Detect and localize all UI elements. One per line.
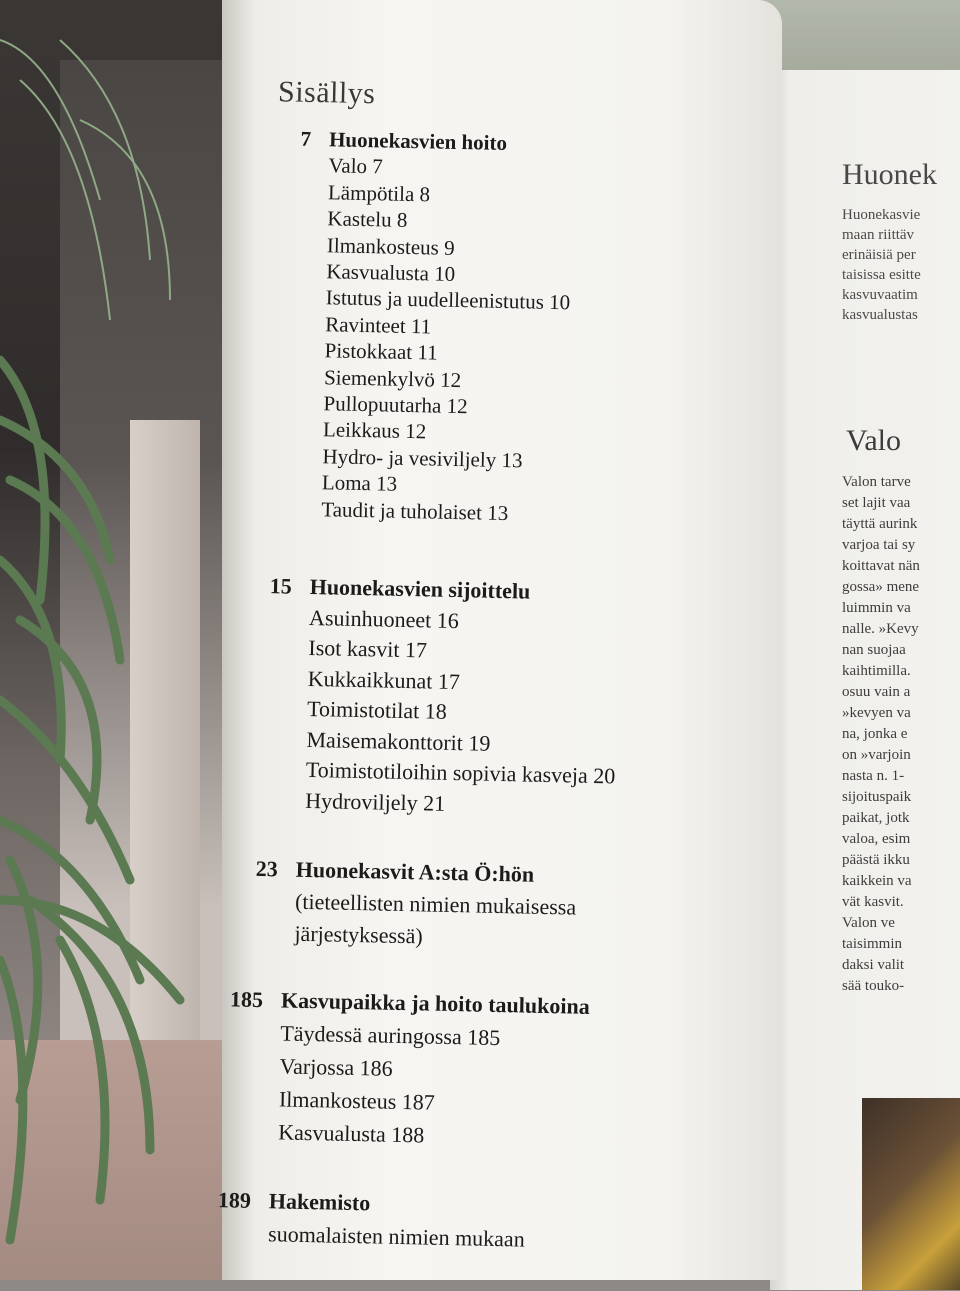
toc-entry: Varjossa 186 <box>279 1053 393 1081</box>
text-line: maan riittäv <box>842 227 915 243</box>
toc-entry: Pullopuutarha 12 <box>323 391 468 419</box>
text-line: nalle. »Kevy <box>842 621 919 637</box>
toc-entry: Asuinhuoneet 16 <box>308 604 460 633</box>
contents-page <box>217 0 782 1280</box>
valo-text <box>842 472 920 997</box>
table-of-contents <box>195 0 782 1291</box>
toc-entries <box>196 1216 525 1256</box>
text-line: nan suojaa <box>842 642 906 658</box>
text-line: kaikkein va <box>842 873 912 889</box>
toc-entry: Kasvualusta 10 <box>326 259 456 286</box>
text-line: koittavat nän <box>842 558 920 574</box>
toc-entry: Täydessä auringossa 185 <box>280 1020 501 1051</box>
toc-section-heading: Hakemisto <box>268 1188 371 1216</box>
text-line: täyttä aurink <box>842 516 918 532</box>
valo-heading: Valo <box>846 424 901 457</box>
text-line: na, jonka e <box>842 726 908 742</box>
toc-page-number: 15 <box>269 573 293 599</box>
toc-entry: Hydro- ja vesiviljely 13 <box>322 444 523 473</box>
text-line: sijoituspaik <box>842 789 912 805</box>
toc-page-number: 185 <box>229 986 264 1013</box>
toc-entry: Istutus ja uudelleenistutus 10 <box>325 285 571 315</box>
text-line: taisissa esitte <box>842 267 921 283</box>
text-line: Huonekasvie <box>842 207 921 223</box>
toc-entry: Loma 13 <box>321 470 398 497</box>
next-page-intro-text <box>842 205 921 325</box>
toc-entries <box>210 884 576 956</box>
toc-entries <box>263 151 573 527</box>
toc-entry: Kastelu 8 <box>327 206 408 233</box>
text-line: Valon ve <box>842 915 895 931</box>
text-line: daksi valit <box>842 957 905 973</box>
toc-entry: järjestyksessä) <box>294 920 424 949</box>
toc-entry: suomalaisten nimien mukaan <box>267 1221 525 1252</box>
toc-entry: Pistokkaat 11 <box>324 338 438 365</box>
toc-entry: Toimistotiloihin sopivia kasveja 20 <box>305 756 616 789</box>
text-line: päästä ikku <box>842 852 910 868</box>
toc-entry: (tieteellisten nimien mukaisessa <box>294 888 577 920</box>
toc-page-number: 189 <box>217 1187 252 1213</box>
text-line: kasvuvaatim <box>842 287 918 303</box>
toc-entry: Ilmankosteus 9 <box>326 232 455 260</box>
text-line: taisimmin <box>842 936 902 952</box>
toc-entries <box>217 601 619 823</box>
text-line: gossa» mene <box>842 579 920 595</box>
toc-entries <box>202 1015 589 1155</box>
next-page-photo <box>862 1098 960 1290</box>
text-line: set lajit vaa <box>842 495 911 511</box>
toc-entry: Ravinteet 11 <box>324 312 432 339</box>
toc-entry: Valo 7 <box>328 153 384 179</box>
toc-page-number: 7 <box>300 126 312 151</box>
toc-entry: Ilmankosteus 187 <box>278 1086 436 1115</box>
text-line: kaihtimilla. <box>842 663 911 679</box>
toc-entry: Toimistotilat 18 <box>306 695 448 724</box>
toc-section-heading: Huonekasvien hoito <box>328 127 508 155</box>
toc-entry: Kasvualusta 188 <box>278 1119 425 1148</box>
text-line: »kevyen va <box>842 705 911 721</box>
toc-section-heading-row <box>197 1183 526 1223</box>
toc-entry: Lämpötila 8 <box>327 180 431 207</box>
text-line: Valon tarve <box>842 474 911 490</box>
toc-entry: Taudit ja tuholaiset 13 <box>321 496 509 525</box>
text-line: osuu vain a <box>842 684 911 700</box>
toc-section-heading: Huonekasvien sijoittelu <box>309 573 531 604</box>
toc-section <box>263 125 574 527</box>
text-line: erinäisiä per <box>842 247 916 263</box>
toc-entry: Hydroviljely 21 <box>305 787 446 816</box>
toc-section <box>210 852 577 956</box>
text-line: paikat, jotk <box>842 810 910 826</box>
toc-entry: Leikkaus 12 <box>322 417 427 444</box>
text-line: vät kasvit. <box>842 894 904 910</box>
toc-entry: Siemenkylvö 12 <box>323 364 462 392</box>
toc-section <box>196 1183 526 1256</box>
toc-entry: Kukkaikkunat 17 <box>307 665 461 694</box>
text-line: sää touko- <box>842 978 905 994</box>
toc-entry: Isot kasvit 17 <box>308 634 428 663</box>
text-line: luimmin va <box>842 600 911 616</box>
next-page-heading: Huonek <box>842 158 937 191</box>
toc-section <box>217 570 620 822</box>
text-line: varjoa tai sy <box>842 537 916 553</box>
text-line: valoa, esim <box>842 831 911 847</box>
toc-page-number: 23 <box>255 855 279 882</box>
toc-section-heading: Huonekasvit A:sta Ö:hön <box>295 856 535 887</box>
toc-entry: Maisemakonttorit 19 <box>306 726 491 756</box>
toc-section-heading: Kasvupaikka ja hoito taulukoina <box>280 987 590 1019</box>
toc-section <box>202 982 590 1155</box>
text-line: kasvualustas <box>842 307 918 323</box>
text-line: nasta n. 1- <box>842 768 905 784</box>
next-page <box>770 70 960 1290</box>
text-line: on »varjoin <box>842 747 911 763</box>
page-title: Sisällys <box>277 75 376 111</box>
